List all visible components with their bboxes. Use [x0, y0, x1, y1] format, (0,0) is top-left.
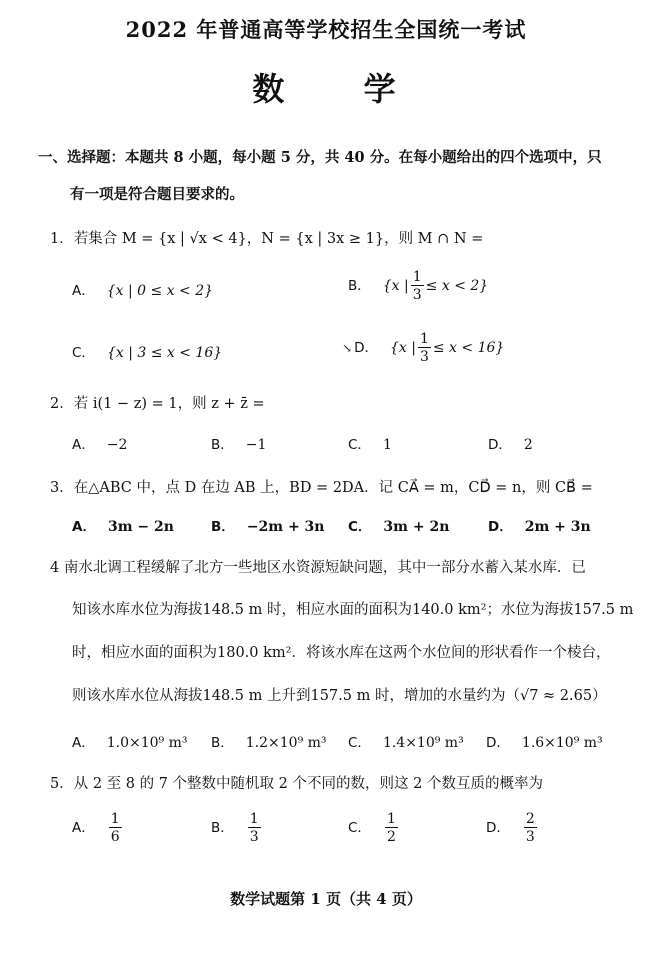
- q4-line2: 知该水库水位为海拔148.5 m 时，相应水面的面积为140.0 km²；水位为海拔157.5 m: [72, 602, 634, 618]
- option-pre: {x |: [389, 340, 416, 356]
- q4-option-c: [348, 731, 464, 751]
- option-letter: A．: [72, 283, 95, 299]
- fraction-denominator: 3: [412, 287, 422, 303]
- q1-option-b: [348, 270, 488, 302]
- fraction-denominator: 2: [386, 829, 396, 845]
- exam-title: 2022 年普通高等学校招生全国统一考试: [125, 17, 527, 42]
- q5-stem: 5．从 2 至 8 的 7 个整数中随机取 2 个不同的数，则这 2 个数互质的概率为: [50, 776, 543, 792]
- option-letter: B．: [348, 278, 371, 294]
- option-text: 1.2×10⁹ m³: [245, 735, 327, 751]
- fraction: [418, 332, 431, 364]
- option-letter: C．: [348, 519, 372, 535]
- option-letter: B．: [211, 820, 234, 836]
- option-letter: D．: [488, 519, 513, 535]
- q4-line4: 则该水库水位从海拔148.5 m 上升到157.5 m 时，增加的水量约为（√7 ≈ 2.65）: [72, 688, 607, 704]
- q4-option-a: [72, 731, 188, 751]
- section-instructions-line2: 有一项是符合题目要求的。: [70, 186, 244, 203]
- q1-stem: 1．若集合 M = {x | √x < 4}，N = {x | 3x ≥ 1}，则 M ∩ N =: [50, 231, 484, 247]
- q4-option-d: [486, 731, 603, 751]
- q3-option-b: [211, 515, 324, 535]
- fraction-numerator: 2: [525, 811, 535, 827]
- q5-option-d: [486, 812, 539, 844]
- fraction-denominator: 3: [249, 829, 259, 845]
- option-text: 1.6×10⁹ m³: [521, 735, 603, 751]
- option-text: 1.4×10⁹ m³: [382, 735, 464, 751]
- q1-option-c: [72, 341, 222, 361]
- fraction: [385, 812, 398, 844]
- option-letter: D．: [486, 820, 510, 836]
- option-text: {x | 0 ≤ x < 2}: [106, 283, 214, 299]
- q2-option-b: [211, 433, 266, 453]
- q2-option-c: [348, 433, 392, 453]
- q5-option-a: [72, 812, 124, 844]
- option-pre: {x |: [382, 278, 409, 294]
- option-letter: C．: [72, 345, 95, 361]
- fraction-numerator: 1: [419, 331, 429, 347]
- fraction-numerator: 1: [110, 811, 120, 827]
- fraction-denominator: 3: [525, 829, 535, 845]
- fraction-numerator: 1: [412, 269, 422, 285]
- option-text: −2: [106, 437, 128, 453]
- option-letter: A．: [72, 735, 95, 751]
- q2-option-d: [488, 433, 533, 453]
- option-post: ≤ x < 2}: [425, 278, 489, 294]
- option-letter: C．: [348, 735, 371, 751]
- option-letter: A．: [72, 437, 95, 453]
- q1-option-d: [342, 332, 504, 364]
- option-letter: C．: [348, 437, 371, 453]
- q2-stem: 2．若 i(1 − z) = 1，则 z + z̄ =: [50, 396, 265, 412]
- page-footer: 数学试题第 1 页（共 4 页）: [230, 890, 422, 908]
- option-text: −2m + 3n: [246, 519, 325, 535]
- option-letter: D．: [486, 735, 510, 751]
- option-text: 1.0×10⁹ m³: [106, 735, 188, 751]
- option-text: 2m + 3n: [524, 519, 591, 535]
- option-letter: A．: [72, 820, 95, 836]
- q3-option-c: [348, 515, 449, 535]
- option-text: 3m + 2n: [383, 519, 450, 535]
- q1-option-a: [72, 279, 213, 299]
- q2-option-a: [72, 433, 127, 453]
- option-letter: B．: [211, 735, 234, 751]
- option-letter: B．: [211, 437, 234, 453]
- option-text: 2: [523, 437, 533, 453]
- fraction: [248, 812, 261, 844]
- option-letter: D．: [488, 437, 512, 453]
- option-text: 1: [382, 437, 392, 453]
- q5-option-c: [348, 812, 400, 844]
- fraction-denominator: 6: [110, 829, 120, 845]
- fraction: [109, 812, 122, 844]
- option-text: −1: [245, 437, 267, 453]
- option-post: ≤ x < 16}: [432, 340, 505, 356]
- fraction: [524, 812, 537, 844]
- q3-stem: 3．在△ABC 中，点 D 在边 AB 上，BD = 2DA．记 CA⃗ = m，CD⃗ = n，则 CB⃗ =: [50, 480, 593, 496]
- option-letter: C．: [348, 820, 371, 836]
- handwritten-mark-icon: ↘: [342, 341, 353, 355]
- option-text: {x | 3 ≤ x < 16}: [106, 345, 223, 361]
- fraction-numerator: 1: [386, 811, 396, 827]
- option-letter: D．: [354, 340, 378, 356]
- q3-option-d: [488, 515, 591, 535]
- q5-option-b: [211, 812, 263, 844]
- q4-line1: 4 南水北调工程缓解了北方一些地区水资源短缺问题，其中一部分水蓄入某水库．已: [50, 560, 586, 576]
- q4-option-b: [211, 731, 327, 751]
- fraction-denominator: 3: [419, 349, 429, 365]
- q3-option-a: [72, 515, 174, 535]
- option-letter: A．: [72, 519, 96, 535]
- section-instructions-line1: 一、选择题：本题共 8 小题，每小题 5 分，共 40 分。在每小题给出的四个选项中，只: [38, 149, 602, 166]
- q4-line3: 时，相应水面的面积为180.0 km²．将该水库在这两个水位间的形状看作一个棱台，: [72, 645, 611, 661]
- option-letter: B．: [211, 519, 235, 535]
- option-text: 3m − 2n: [107, 519, 174, 535]
- fraction: [411, 270, 424, 302]
- subject-title: 数 学: [252, 70, 430, 108]
- fraction-numerator: 1: [249, 811, 259, 827]
